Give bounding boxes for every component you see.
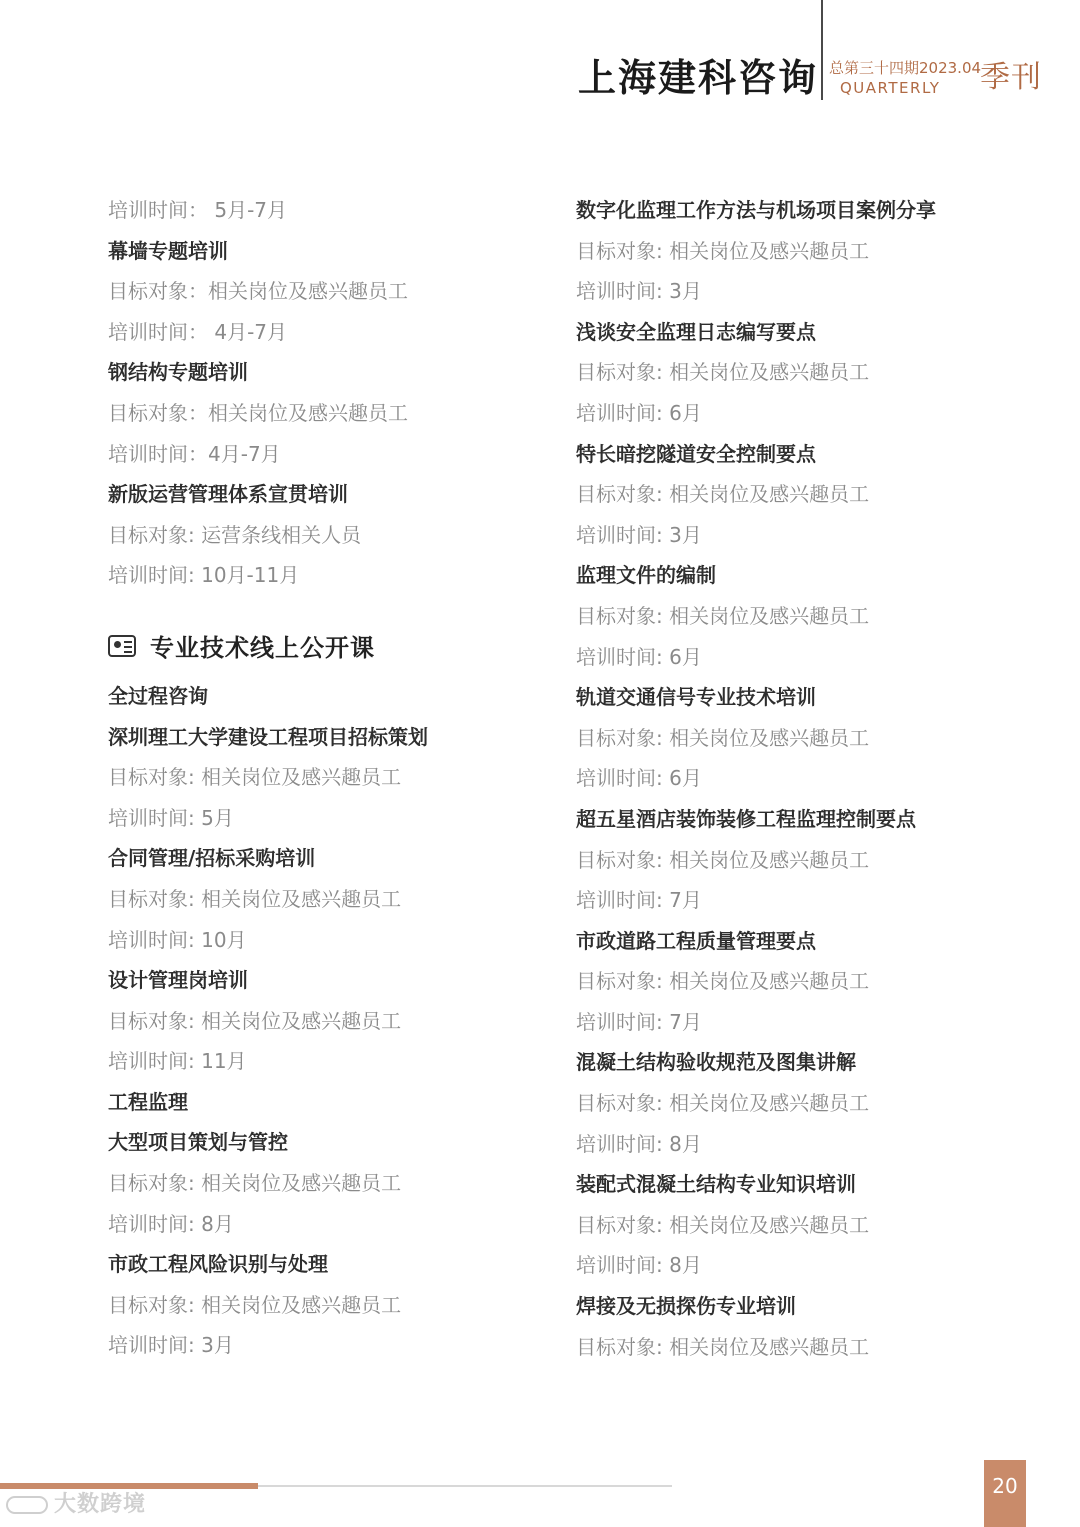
right-column: [576, 190, 1016, 1367]
course-meta: 培训时间: 7月: [576, 1009, 702, 1034]
page-number: 20: [984, 1460, 1026, 1527]
course-meta: 培训时间: 5月: [108, 805, 234, 830]
course-meta: 培训时间: 10月: [108, 927, 247, 952]
course-title: 混凝土结构验收规范及图集讲解: [576, 1050, 856, 1075]
course-meta: 培训时间: 6月: [576, 644, 702, 669]
course-title: 幕墙专题培训: [108, 238, 228, 263]
section-heading-text: 专业技术线上公开课: [150, 634, 375, 663]
course-meta: 培训时间：4月-7月: [108, 441, 281, 466]
presentation-board-icon: [108, 635, 136, 657]
course-meta: 培训时间: 7月: [576, 888, 702, 913]
right-list: [576, 190, 1016, 1367]
course-meta: 培训时间: 8月: [576, 1253, 702, 1278]
left-top-list: [108, 190, 548, 596]
course-title: 大型项目策划与管控: [108, 1130, 288, 1155]
course-meta: 目标对象: 相关岗位及感兴趣员工: [576, 1212, 870, 1237]
course-meta: 目标对象: 相关岗位及感兴趣员工: [576, 1091, 870, 1116]
course-meta: 目标对象: 相关岗位及感兴趣员工: [576, 1334, 870, 1359]
course-meta: 培训时间： 5月-7月: [108, 198, 288, 222]
course-title: 浅谈安全监理日志编写要点: [576, 319, 816, 344]
course-title: 市政工程风险识别与处理: [108, 1252, 328, 1277]
course-title: 设计管理岗培训: [108, 968, 248, 993]
course-meta: 培训时间: 6月: [576, 766, 702, 791]
course-meta: 培训时间: 10月-11月: [108, 563, 300, 588]
masthead-title: 上海建科咨询: [578, 56, 819, 100]
course-meta: 培训时间: 6月: [576, 400, 702, 425]
footer-progress-track: [258, 1485, 672, 1487]
course-meta: 目标对象: 运营条线相关人员: [108, 522, 362, 547]
course-meta: 目标对象: 相关岗位及感兴趣员工: [108, 1008, 402, 1033]
course-title: 装配式混凝土结构专业知识培训: [576, 1172, 856, 1197]
course-meta: 目标对象: 相关岗位及感兴趣员工: [108, 765, 402, 790]
course-title: 特长暗挖隧道安全控制要点: [576, 441, 816, 466]
course-meta: 培训时间： 4月-7月: [108, 319, 288, 344]
course-meta: 目标对象: 相关岗位及感兴趣员工: [108, 886, 402, 911]
course-title: 轨道交通信号专业技术培训: [576, 685, 816, 710]
chat-bubble-icon: [6, 1496, 48, 1514]
course-meta: 培训时间: 8月: [576, 1131, 702, 1156]
watermark: [6, 1490, 146, 1520]
course-meta: 目标对象: 相关岗位及感兴趣员工: [576, 847, 870, 872]
course-meta: 培训时间: 8月: [108, 1211, 234, 1236]
course-meta: 目标对象: 相关岗位及感兴趣员工: [576, 238, 870, 263]
footer-progress-accent: [0, 1483, 258, 1489]
course-title: 数字化监理工作方法与机场项目案例分享: [576, 198, 936, 222]
course-meta: 培训时间: 3月: [576, 522, 702, 547]
course-title: 监理文件的编制: [576, 563, 716, 588]
course-title: 焊接及无损探伤专业培训: [576, 1294, 796, 1319]
masthead-divider: [821, 0, 823, 100]
course-meta: 目标对象: 相关岗位及感兴趣员工: [576, 725, 870, 750]
course-meta: 目标对象：相关岗位及感兴趣员工: [108, 400, 408, 425]
course-meta: 目标对象: 相关岗位及感兴趣员工: [576, 603, 870, 628]
section-heading: [108, 618, 548, 674]
course-meta: 培训时间: 3月: [576, 279, 702, 304]
quarterly-label-en: QUARTERLY: [840, 79, 941, 97]
course-meta: 目标对象: 相关岗位及感兴趣员工: [108, 1292, 402, 1317]
course-title: 合同管理/招标采购培训: [108, 846, 316, 871]
course-meta: 目标对象：相关岗位及感兴趣员工: [108, 279, 408, 304]
course-meta: 培训时间: 3月: [108, 1333, 234, 1358]
course-title: 深圳理工大学建设工程项目招标策划: [108, 724, 428, 749]
quarterly-label-cn: 季刊: [980, 60, 1042, 95]
course-title: 全过程咨询: [108, 683, 208, 708]
left-column: [108, 190, 548, 1366]
course-title: 新版运营管理体系宣贯培训: [108, 482, 348, 507]
course-title: 市政道路工程质量管理要点: [576, 928, 816, 953]
course-title: 超五星酒店装饰装修工程监理控制要点: [576, 806, 916, 831]
course-meta: 目标对象: 相关岗位及感兴趣员工: [576, 969, 870, 994]
course-meta: 目标对象: 相关岗位及感兴趣员工: [576, 360, 870, 385]
left-section-list: [108, 676, 548, 1366]
course-meta: 目标对象: 相关岗位及感兴趣员工: [576, 482, 870, 507]
course-meta: 培训时间: 11月: [108, 1049, 247, 1074]
watermark-text: 大数跨境: [54, 1492, 147, 1517]
course-meta: 目标对象: 相关岗位及感兴趣员工: [108, 1171, 402, 1196]
course-title: 钢结构专题培训: [108, 360, 248, 385]
issue-number: 总第三十四期2023.04: [829, 59, 982, 77]
course-title: 工程监理: [108, 1089, 188, 1114]
